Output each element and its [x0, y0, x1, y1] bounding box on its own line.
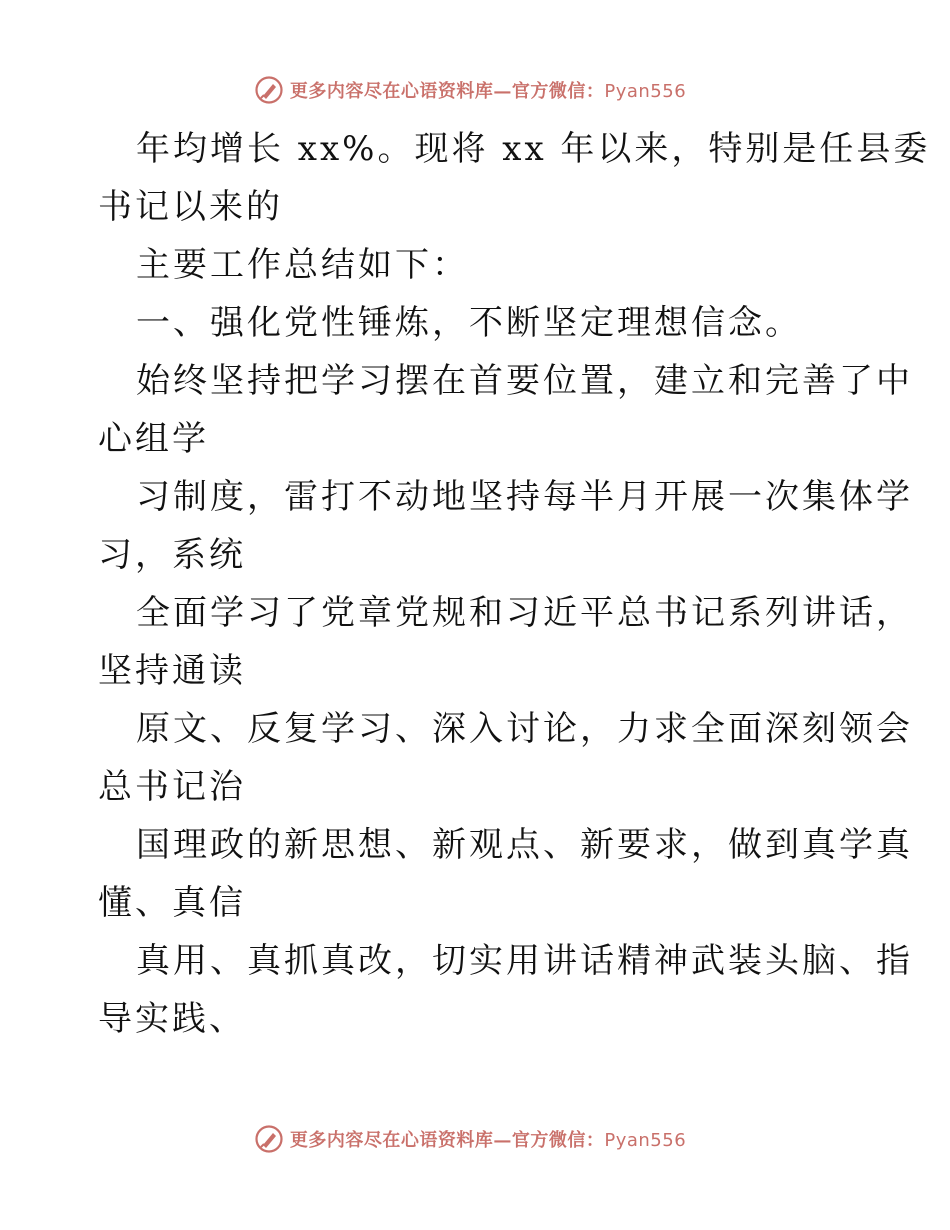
paragraph-line: 国理政的新思想、新观点、新要求，做到真学真	[136, 825, 913, 865]
paragraph-line: 真用、真抓真改，切实用讲话精神武装头脑、指	[136, 941, 913, 981]
watermark-cn: 更多内容尽在心语资料库—官方微信：	[289, 81, 605, 102]
paragraph-line: 主要工作总结如下：	[136, 245, 469, 285]
paragraph-line: 导实践、	[98, 999, 246, 1039]
pen-nib-circle-icon	[254, 75, 284, 105]
paragraph-line: 原文、反复学习、深入讨论，力求全面深刻领会	[136, 709, 913, 749]
paragraph-line: 习，系统	[98, 535, 246, 575]
paragraph-line: 心组学	[98, 419, 209, 459]
paragraph-line: 懂、真信	[98, 883, 246, 923]
paragraph-line: 全面学习了党章党规和习近平总书记系列讲话，	[136, 593, 913, 633]
paragraph-line: 习制度，雷打不动地坚持每半月开展一次集体学	[136, 477, 913, 517]
footer-watermark	[0, 1122, 950, 1156]
paragraph-line: 年均增长 xx%。现将 xx 年以来，特别是任县委	[136, 129, 931, 169]
header-watermark	[0, 73, 950, 107]
paragraph-line: 坚持通读	[98, 651, 246, 691]
document-body	[98, 120, 931, 1048]
watermark-group	[254, 75, 686, 105]
paragraph-line: 一、强化党性锤炼，不断坚定理想信念。	[136, 303, 802, 343]
watermark-wechat-id: Pyan556	[604, 1130, 687, 1151]
paragraph-line: 书记以来的	[98, 187, 283, 227]
watermark-text	[290, 1126, 686, 1152]
watermark-group	[254, 1124, 686, 1154]
watermark-wechat-id: Pyan556	[604, 81, 687, 102]
watermark-cn: 更多内容尽在心语资料库—官方微信：	[289, 1130, 605, 1151]
pen-nib-circle-icon	[254, 1124, 284, 1154]
paragraph-line: 始终坚持把学习摆在首要位置，建立和完善了中	[136, 361, 913, 401]
watermark-text	[290, 77, 686, 103]
paragraph-line: 总书记治	[98, 767, 246, 807]
